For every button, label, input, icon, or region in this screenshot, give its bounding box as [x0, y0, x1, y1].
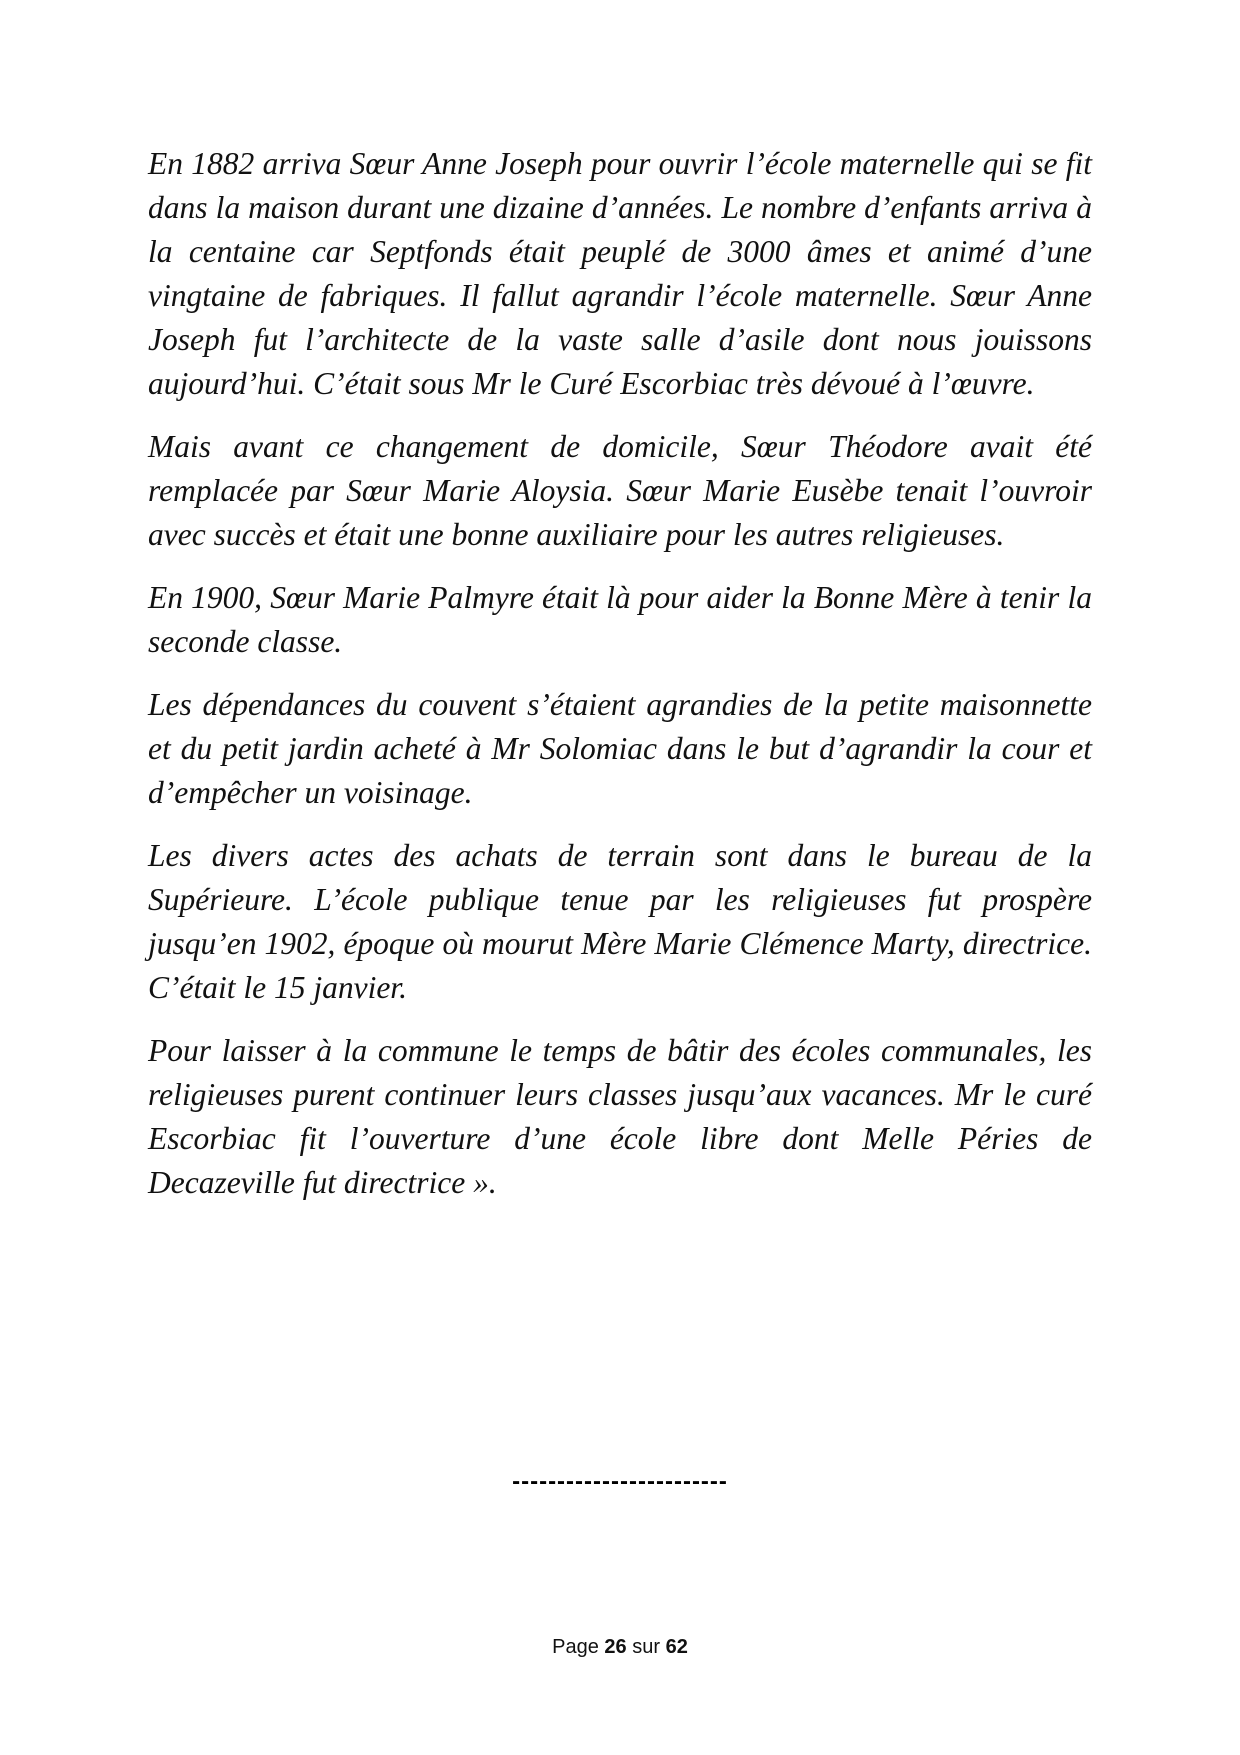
page-label: Page: [552, 1636, 599, 1658]
paragraph: Mais avant ce changement de domicile, Sœur Théodore avait été remplacée par Sœur Marie Aloysia. Sœur Marie Eusèbe tenait l’ouvroir avec succès et était une bonne auxiliaire pour les autres religieuses.: [148, 429, 1092, 552]
of-label: sur: [632, 1636, 661, 1658]
paragraph: Les divers actes des achats de terrain sont dans le bureau de la Supérieure. L’école publique tenue par les religieuses fut prospère jusqu’en 1902, époque où mourut Mère Marie Clémence Marty, directrice. C’était le 15 janvier.: [148, 838, 1092, 1005]
total-pages-number: 62: [665, 1636, 688, 1658]
paragraph: Les dépendances du couvent s’étaient agrandies de la petite maisonnette et du petit jardin acheté à Mr Solomiac dans le but d’agrandir la cour et d’empêcher un voisinage.: [148, 687, 1092, 810]
section-separator: ------------------------: [512, 1468, 728, 1495]
page-footer: [0, 1636, 1240, 1659]
current-page-number: 26: [604, 1636, 627, 1658]
paragraph: En 1882 arriva Sœur Anne Joseph pour ouvrir l’école maternelle qui se fit dans la maison durant une dizaine d’années. Le nombre d’enfants arriva à la centaine car Septfonds était peuplé de 3000 âmes et animé d’une vingtaine de fabriques. Il fallut agrandir l’école maternelle. Sœur Anne Joseph fut l’architecte de la vaste salle d’asile dont nous jouissons aujourd’hui. C’était sous Mr le Curé Escorbiac très dévoué à l’œuvre.: [148, 146, 1092, 401]
paragraph: Pour laisser à la commune le temps de bâtir des écoles communales, les religieuses purent continuer leurs classes jusqu’aux vacances. Mr le curé Escorbiac fit l’ouverture d’une école libre dont Melle Péries de Decazeville fut directrice ».: [148, 1033, 1092, 1200]
paragraph: En 1900, Sœur Marie Palmyre était là pour aider la Bonne Mère à tenir la seconde classe.: [148, 580, 1092, 659]
body-text: [148, 142, 1092, 1224]
